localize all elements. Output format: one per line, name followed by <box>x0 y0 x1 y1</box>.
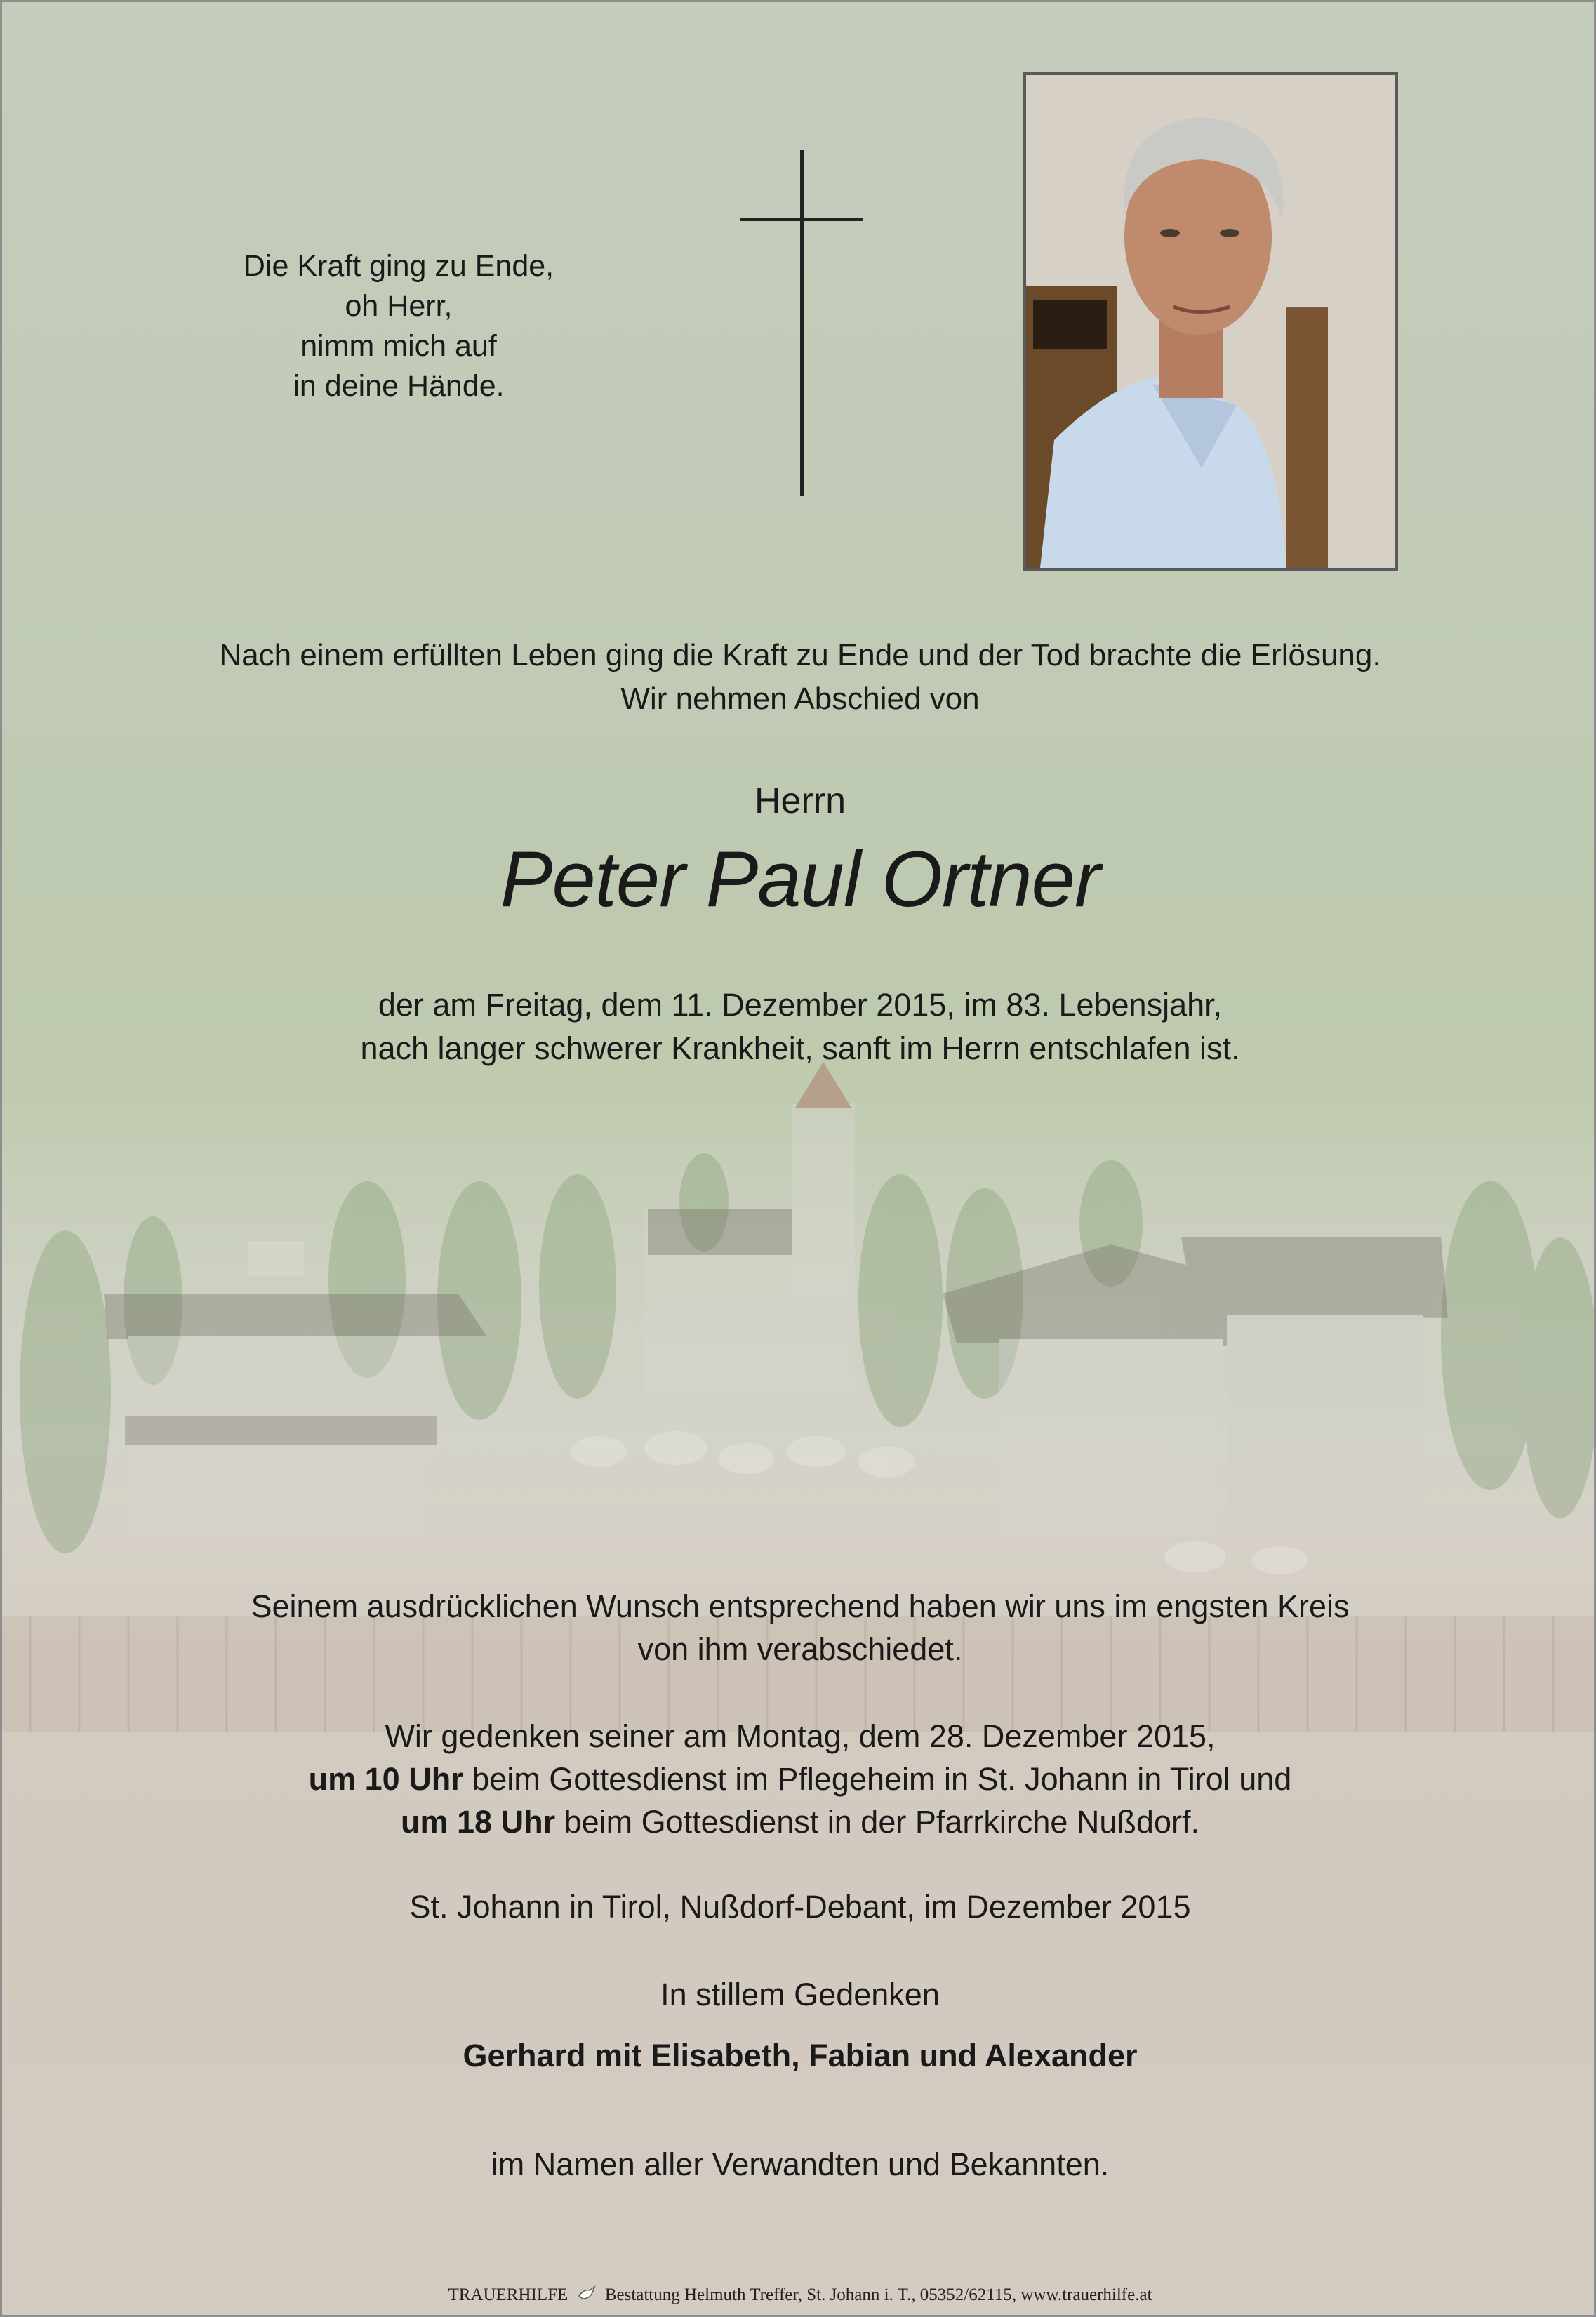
intro-line: Nach einem erfüllten Leben ging die Kraft zu Ende und der Tod brachte die Erlösung. <box>219 638 1381 672</box>
farewell-wish-line: Seinem ausdrücklichen Wunsch entsprechend haben wir uns im engsten Kreis <box>251 1588 1350 1624</box>
poem <box>178 246 620 406</box>
service-location-1: beim Gottesdienst im Pflegeheim in St. Johann in Tirol und <box>463 1761 1292 1797</box>
place-date: St. Johann in Tirol, Nußdorf-Debant, im Dezember 2015 <box>409 1889 1191 1925</box>
poem-line: oh Herr, <box>345 289 453 323</box>
footer-contact: Bestattung Helmuth Treffer, St. Johann i. T., 05352/62115, www.trauerhilfe.at <box>604 2285 1152 2304</box>
poem-line: Die Kraft ging zu Ende, <box>243 249 554 283</box>
portrait-photo <box>1023 72 1398 571</box>
memorial-date: Wir gedenken seiner am Montag, dem 28. Dezember 2015, <box>385 1718 1216 1754</box>
death-notice <box>2 983 1596 1070</box>
poem-line: nimm mich auf <box>300 329 497 363</box>
farewell-wish-line: von ihm verabschiedet. <box>637 1631 963 1667</box>
family-names: Gerhard mit Elisabeth, Fabian und Alexander <box>463 2038 1138 2073</box>
salutation: Herrn <box>754 781 846 821</box>
intro-line: Wir nehmen Abschied von <box>620 682 980 716</box>
deceased-name: Peter Paul Ortner <box>500 835 1100 923</box>
dove-icon <box>577 2283 597 2303</box>
poem-line: in deine Hände. <box>293 369 505 403</box>
cross-icon-bar <box>740 218 863 221</box>
memorial-service-2 <box>2 1800 1596 1843</box>
footer-brand: TRAUERHILFE <box>448 2285 568 2304</box>
farewell-wish <box>2 1585 1596 1671</box>
death-notice-line: der am Freitag, dem 11. Dezember 2015, im 83. Lebensjahr, <box>378 987 1223 1023</box>
funeral-home-footer <box>2 2283 1596 2305</box>
intro-text <box>2 634 1596 721</box>
memorial-service <box>2 1715 1596 1843</box>
relatives-note: im Namen aller Verwandten und Bekannten. <box>491 2146 1110 2182</box>
service-time-1: um 10 Uhr <box>308 1761 463 1797</box>
cross-icon <box>800 150 804 496</box>
closing-phrase: In stillem Gedenken <box>660 1977 940 2012</box>
service-location-2: beim Gottesdienst in der Pfarrkirche Nußdorf. <box>555 1804 1199 1840</box>
death-notice-line: nach langer schwerer Krankheit, sanft im Herrn entschlafen ist. <box>360 1030 1240 1066</box>
memorial-service-1 <box>2 1758 1596 1800</box>
service-time-2: um 18 Uhr <box>401 1804 556 1840</box>
